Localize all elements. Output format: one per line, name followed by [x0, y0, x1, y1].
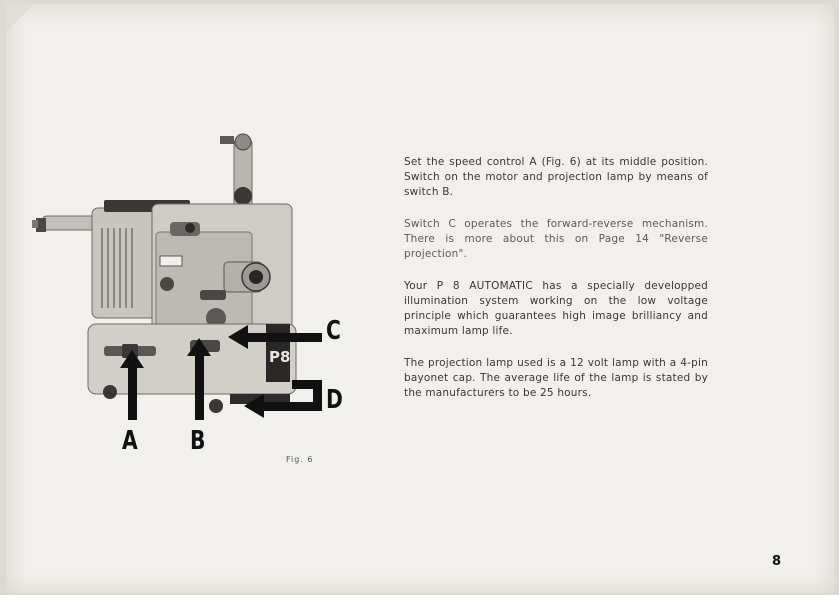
callout-d: D [326, 385, 343, 415]
paragraph-illumination: Your P 8 AUTOMATIC has a specially developped illumination system working on the low voltage principle which guarantees high image brilliancy and maximum lamp life. [404, 280, 708, 337]
projector-figure [30, 128, 360, 468]
projection-lens [224, 262, 270, 292]
p8-badge [266, 324, 290, 382]
manual-page [6, 4, 835, 593]
paragraph-switch-c: Switch C operates the forward-reverse mechanism. There is more about this on Page 14 "Reverse projection". [404, 218, 708, 260]
callout-b: B [190, 426, 206, 456]
paragraph-projection-lamp: The projection lamp used is a 12 volt lamp with a 4-pin bayonet cap. The average life of the lamp is stated by the manufacturers to be 25 hours. [404, 357, 708, 399]
projector-illustration [30, 128, 360, 468]
callout-c: C [326, 316, 341, 346]
body-text [404, 155, 708, 418]
rear-reel-arm [220, 134, 252, 210]
folded-corner [6, 4, 34, 32]
paragraph-speed-control: Set the speed control A (Fig. 6) at its middle position. Switch on the motor and projection lamp by means of switch B. [404, 156, 708, 198]
p8-badge-text: P8 [269, 348, 291, 366]
figure-caption: Fig. 6 [286, 455, 314, 464]
callout-a: A [122, 426, 138, 456]
page-number: 8 [772, 554, 782, 569]
